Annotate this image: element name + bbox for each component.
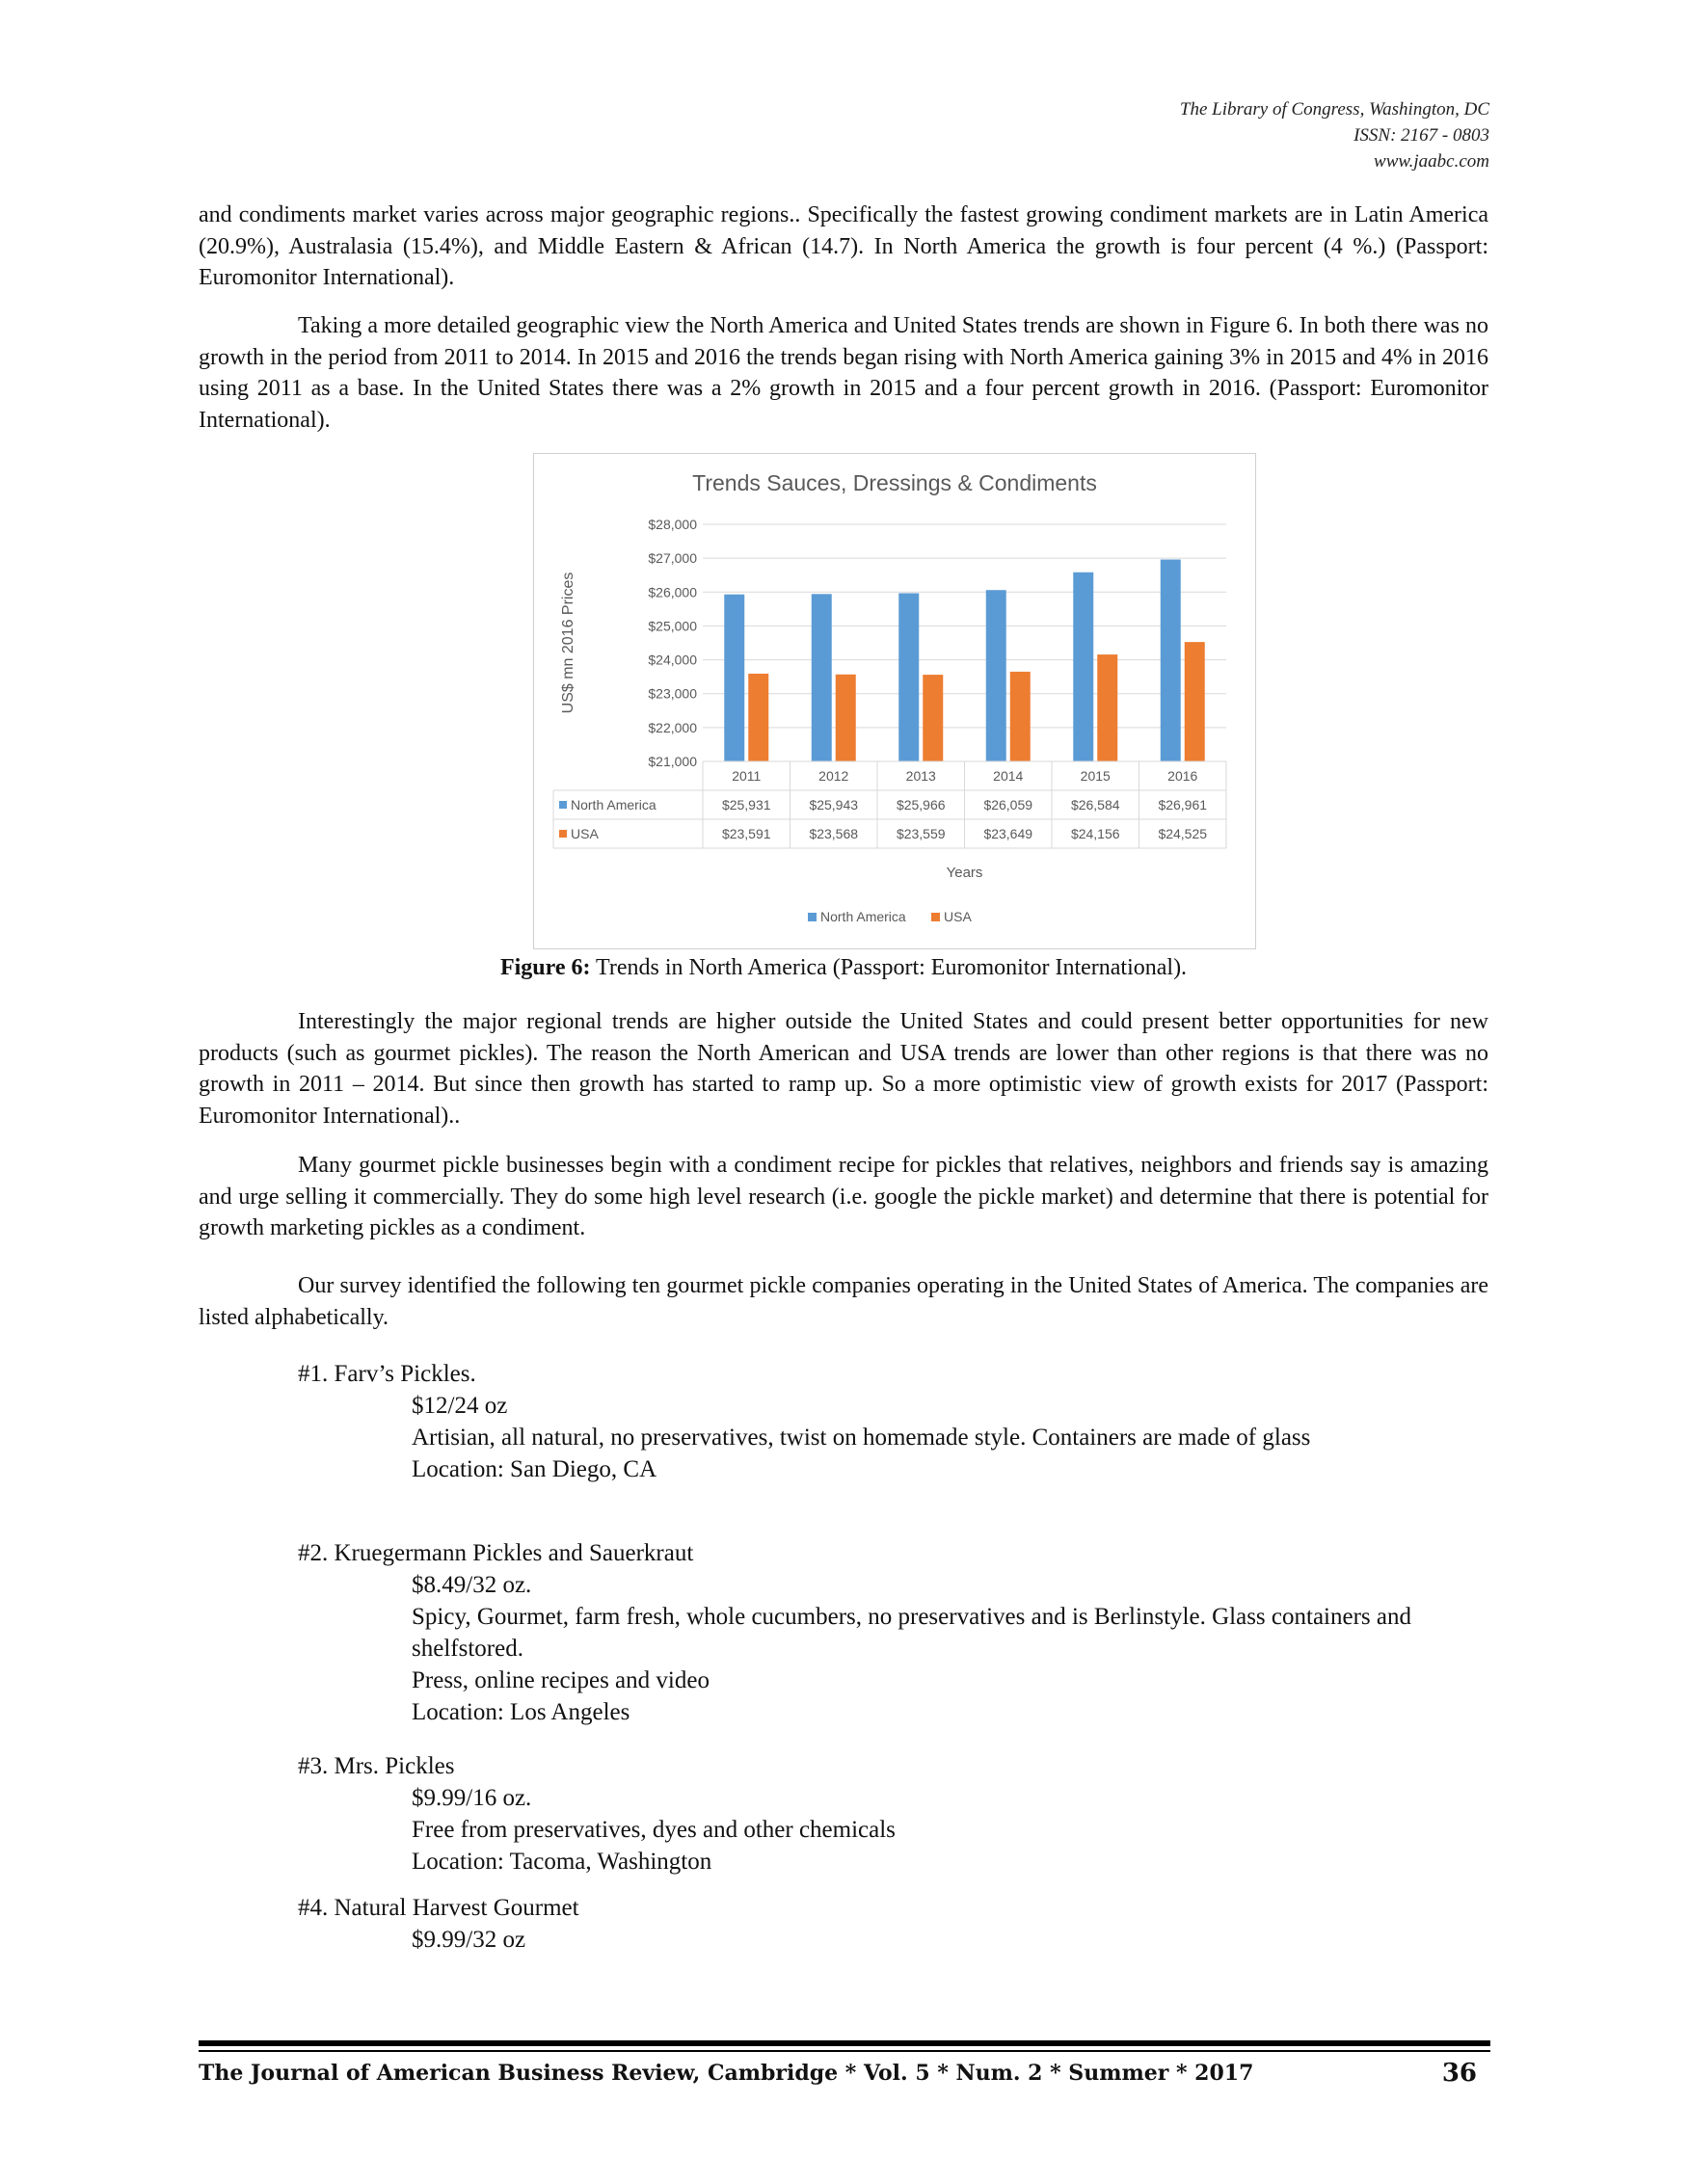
x-tick-label: 2012: [818, 768, 849, 784]
y-tick-label: $21,000: [648, 754, 697, 769]
footer-journal: The Journal of American Business Review, Cambridge * Vol. 5 * Num. 2 * Summer * 2017: [199, 2061, 1254, 2086]
bar-usa: [1010, 672, 1031, 761]
data-label: $24,156: [1070, 826, 1120, 841]
data-label: $23,559: [896, 826, 946, 841]
x-tick-label: 2016: [1167, 768, 1198, 784]
company-location: Location: Los Angeles: [412, 1699, 630, 1725]
company-location: Location: San Diego, CA: [412, 1456, 657, 1482]
paragraph-pickle-businesses: Many gourmet pickle businesses begin with a condiment recipe for pickles that relatives, neighbors and friends say is amazing and urge selling it commercially. They do some high level research (i.e. google the pickle market) and determine that there is potential for growth marketing pickles as a condiment.: [199, 1153, 1488, 1240]
company-item: [298, 1892, 1455, 1956]
running-header: [1180, 96, 1489, 174]
figure-caption-text: Trends in North America (Passport: Euromonitor International).: [590, 955, 1188, 980]
company-price: $9.99/32 oz: [412, 1927, 526, 1953]
data-label: $26,059: [983, 797, 1033, 812]
x-tick-label: 2014: [993, 768, 1024, 784]
data-label: $23,649: [983, 826, 1033, 841]
chart-svg: [534, 454, 1255, 948]
data-label: $25,931: [721, 797, 771, 812]
company-heading: #3. Mrs. Pickles: [298, 1753, 455, 1779]
company-item: [298, 1750, 1455, 1878]
bar-north-america: [1073, 573, 1093, 761]
company-location: Location: Tacoma, Washington: [412, 1849, 712, 1875]
data-label: $23,591: [721, 826, 771, 841]
data-label: $23,568: [809, 826, 859, 841]
company-price: $8.49/32 oz.: [412, 1572, 532, 1598]
company-heading: #1. Farv’s Pickles.: [298, 1361, 476, 1387]
legend-key: [808, 913, 817, 921]
header-issn: ISSN: 2167 - 0803: [1353, 125, 1489, 146]
y-axis-label: US$ mn 2016 Prices: [560, 572, 576, 714]
x-tick-label: 2011: [732, 768, 762, 784]
data-label: $26,961: [1158, 797, 1208, 812]
bar-usa: [1097, 654, 1117, 761]
paragraph-survey: Our survey identified the following ten gourmet pickle companies operating in the United States of America. The companies are listed alphabetically.: [199, 1273, 1488, 1330]
legend-label: North America: [820, 909, 906, 924]
y-tick-label: $23,000: [648, 685, 697, 702]
bar-north-america: [898, 593, 919, 761]
company-description: Artisian, all natural, no preservatives, twist on homemade style. Containers are made of glass: [412, 1425, 1311, 1451]
y-tick-label: $24,000: [648, 652, 697, 668]
x-tick-label: 2015: [1080, 768, 1111, 784]
header-website: www.jaabc.com: [1374, 151, 1489, 172]
company-heading: #4. Natural Harvest Gourmet: [298, 1895, 579, 1921]
chart-title: Trends Sauces, Dressings & Condiments: [692, 470, 1097, 495]
bar-usa: [748, 674, 768, 761]
legend-label: USA: [944, 909, 972, 924]
y-tick-label: $25,000: [648, 618, 697, 634]
data-label: $25,966: [896, 797, 946, 812]
paragraph-regional-trends: Interestingly the major regional trends are higher outside the United States and could present better opportunities for new products (such as gourmet pickles). The reason the North American and USA trends are lower than other regions is that there was no growth in 2011 – 2014. But since then growth has started to ramp up. So a more optimistic view of growth exists for 2017 (Passport: Euromonitor International)..: [199, 1009, 1488, 1129]
bar-usa: [923, 675, 943, 761]
x-axis-label: Years: [946, 865, 983, 881]
company-item: [298, 1358, 1455, 1485]
table-series-name: North America: [571, 797, 656, 812]
data-label: $26,584: [1070, 797, 1120, 812]
data-label: $25,943: [809, 797, 859, 812]
bar-north-america: [1161, 560, 1181, 761]
bar-usa: [1185, 642, 1205, 761]
bar-north-america: [724, 595, 744, 761]
table-legend-key: [559, 801, 567, 809]
y-tick-label: $27,000: [648, 550, 697, 567]
legend-key: [931, 913, 940, 921]
figure-6-chart: [533, 453, 1256, 949]
bar-north-america: [812, 594, 832, 761]
company-item: [298, 1537, 1455, 1728]
y-tick-label: $26,000: [648, 584, 697, 600]
page-footer: [199, 2057, 1490, 2090]
company-media: Press, online recipes and video: [412, 1667, 710, 1693]
x-tick-label: 2013: [905, 768, 936, 784]
company-heading: #2. Kruegermann Pickles and Sauerkraut: [298, 1540, 694, 1566]
footer-rule-thick: [199, 2040, 1490, 2046]
y-tick-label: $28,000: [648, 517, 697, 532]
company-price: $12/24 oz: [412, 1393, 508, 1419]
company-price: $9.99/16 oz.: [412, 1785, 532, 1811]
figure-caption-label: Figure 6:: [499, 955, 591, 980]
company-description: Spicy, Gourmet, farm fresh, whole cucumbers, no preservatives and is Berlinstyle. Glass containers and shelfstored.: [412, 1604, 1411, 1662]
header-library: The Library of Congress, Washington, DC: [1179, 99, 1489, 120]
bar-usa: [836, 675, 856, 761]
bar-north-america: [986, 590, 1006, 761]
company-description: Free from preservatives, dyes and other chemicals: [412, 1817, 896, 1843]
y-tick-label: $22,000: [648, 719, 697, 735]
data-label: $24,525: [1158, 826, 1208, 841]
paragraph-regional-growth: and condiments market varies across major geographic regions.. Specifically the fastest growing condiment markets are in Latin America (20.9%), Australasia (15.4%), and Middle Eastern & African (14.7). In North America the growth is four percent (4 %.) (Passport: Euromonitor International).: [199, 202, 1488, 290]
table-legend-key: [559, 830, 567, 838]
page-number: 36: [1441, 2059, 1477, 2088]
figure-caption: [199, 952, 1488, 983]
paragraph-figure6-intro: Taking a more detailed geographic view the North America and United States trends are shown in Figure 6. In both there was no growth in the period from 2011 to 2014. In 2015 and 2016 the trends began rising with North America gaining 3% in 2015 and 4% in 2016 using 2011 as a base. In the United States there was a 2% growth in 2015 and a four percent growth in 2016. (Passport: Euromonitor International).: [199, 313, 1488, 433]
table-series-name: USA: [571, 826, 599, 841]
footer-rule-thin: [199, 2050, 1490, 2052]
